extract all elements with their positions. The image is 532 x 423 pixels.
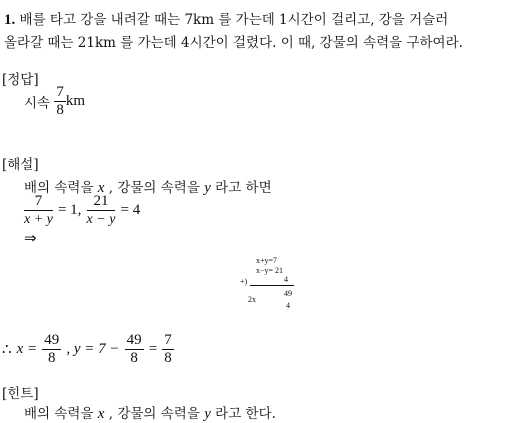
result-equals: =: [148, 341, 158, 357]
question-line-2: [4, 33, 463, 53]
small-row-3-num: 49: [284, 289, 292, 298]
question-number: 1.: [4, 12, 16, 28]
result-y-den: 8: [130, 350, 138, 366]
result-final-num: 7: [164, 332, 172, 348]
result-line: [2, 332, 174, 367]
answer-unit: km: [65, 93, 86, 109]
result-final-fraction: [162, 332, 174, 367]
hint-text-b: , 강물의 속력을: [108, 406, 200, 422]
eq1-den: x + y: [24, 212, 53, 227]
result-x-den: 8: [48, 350, 56, 366]
answer-prefix: 시속: [24, 95, 51, 112]
question-text-2: 올라갈 때는 21km 를 가는데 4시간이 걸렸다. 이 때, 강물의 속력을 구하여라.: [4, 35, 463, 51]
therefore-symbol: ∴: [2, 342, 12, 358]
small-plus: +): [240, 277, 248, 286]
small-row-2-den: 4: [284, 275, 288, 284]
eq2-num: 21: [87, 193, 116, 211]
answer-line: [24, 84, 85, 119]
elimination-figure: [240, 257, 300, 315]
answer-fraction: [54, 84, 66, 119]
eq2-rhs: = 4: [120, 202, 141, 218]
eq2-den: x − y: [86, 212, 116, 227]
hint-line: [24, 402, 276, 423]
result-final-den: 8: [164, 350, 172, 366]
explanation-header: [해설]: [2, 157, 39, 173]
small-row-1: x+y=7: [256, 256, 278, 265]
small-row-3-den: 4: [286, 301, 290, 310]
answer-frac-num: 7: [56, 84, 64, 100]
hint-text-a: 배의 속력을: [24, 406, 94, 422]
result-x-fraction: [42, 332, 61, 367]
hint-var-x: x: [97, 406, 105, 422]
equation-system: [24, 193, 140, 228]
small-row-3: 2x: [248, 295, 256, 304]
result-x-label: x =: [16, 341, 38, 357]
explanation-text-a: 배의 속력을: [24, 180, 94, 196]
explanation-text-b: , 강물의 속력을: [108, 180, 200, 196]
hint-header: [힌트]: [2, 386, 39, 402]
explanation-text-c: 라고 하면: [215, 180, 272, 196]
result-y-num: 49: [126, 332, 142, 348]
implies-arrow: ⇒: [24, 231, 37, 247]
eq1-num: 7: [24, 193, 53, 211]
hint-text-c: 라고 한다.: [215, 406, 276, 422]
small-row-2: x−y= 21: [256, 266, 284, 275]
var-y: y: [204, 180, 211, 196]
question-text-1: 배를 타고 강을 내려갈 때는 7km 를 가는데 1시간이 걸리고, 강을 거슬러: [19, 12, 449, 28]
eq1-rhs: = 1,: [57, 202, 82, 218]
eq2-fraction: [87, 193, 116, 228]
eq1-fraction: [24, 193, 53, 228]
result-x-num: 49: [44, 332, 60, 348]
answer-frac-den: 8: [56, 102, 64, 118]
question-line-1: [4, 10, 448, 30]
result-y-fraction: [125, 332, 144, 367]
answer-header: [정답]: [2, 72, 39, 88]
small-rule: [250, 285, 294, 286]
var-x: x: [97, 180, 105, 196]
hint-var-y: y: [204, 406, 211, 422]
result-y-label: , y = 7 −: [66, 341, 120, 357]
